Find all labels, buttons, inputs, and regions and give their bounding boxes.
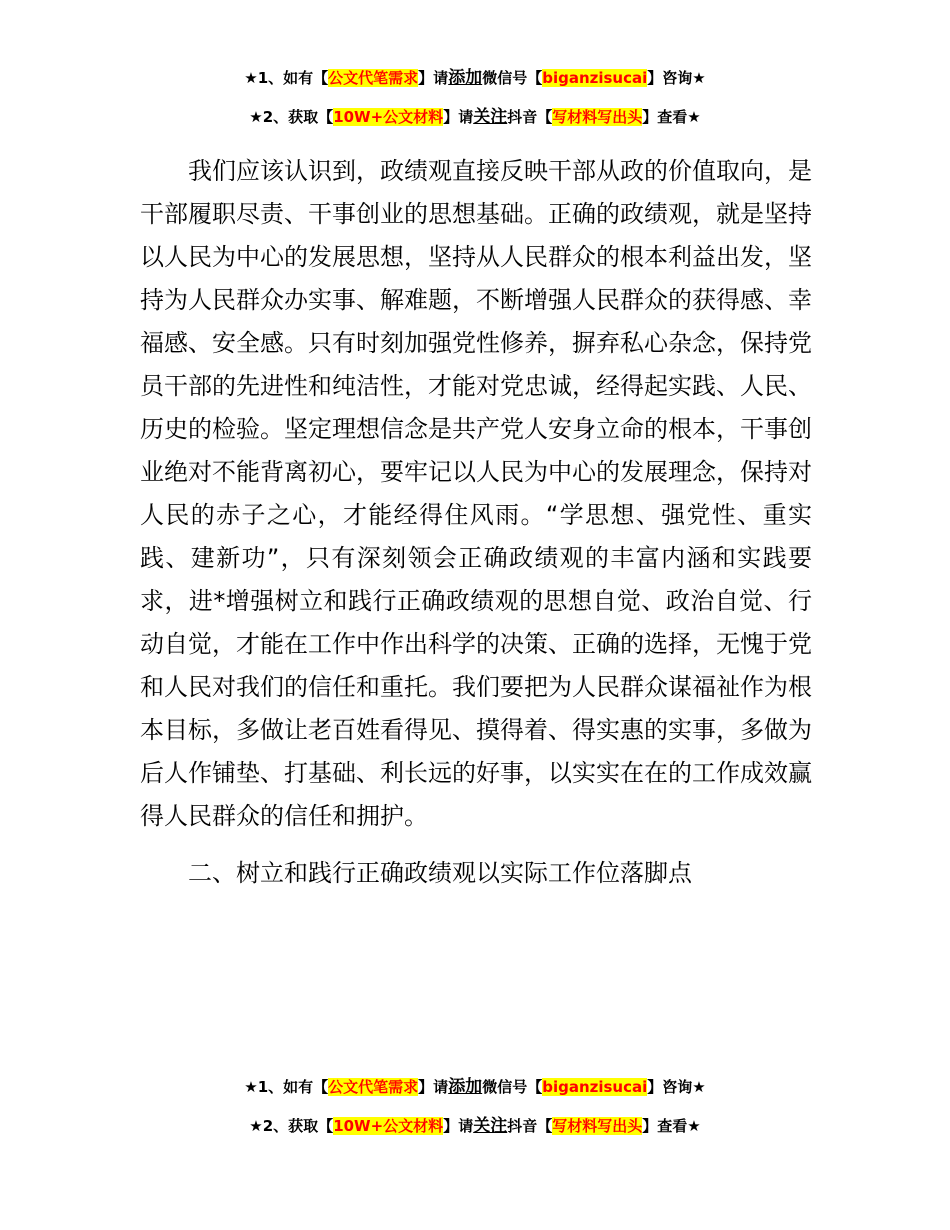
banner-text: 抖音【 [507, 1117, 553, 1135]
header-banner-line-1 [0, 67, 950, 89]
underlined-word: 关注 [473, 107, 508, 127]
douyin-account[interactable]: 写材料写出头 [552, 108, 643, 126]
highlight-materials: 10W+公文材料 [333, 108, 444, 126]
wechat-id[interactable]: biganzisucai [542, 1078, 648, 1096]
banner-text: 】请 [443, 1117, 474, 1135]
douyin-account[interactable]: 写材料写出头 [552, 1117, 643, 1135]
banner-text: 】请 [418, 1078, 449, 1096]
document-body [140, 150, 812, 838]
underlined-word: 添加 [448, 68, 483, 88]
banner-text: 】查看★ [642, 1117, 701, 1135]
banner-text: 微信号【 [482, 69, 543, 87]
highlight-service: 公文代笔需求 [328, 69, 419, 87]
highlight-materials: 10W+公文材料 [333, 1117, 444, 1135]
underlined-word: 关注 [473, 1116, 508, 1136]
header-banner-line-2 [0, 106, 950, 128]
footer-banner-line-2 [0, 1115, 950, 1137]
banner-text: ★1、如有【 [244, 69, 329, 87]
banner-text: 】查看★ [642, 108, 701, 126]
wechat-id[interactable]: biganzisucai [542, 69, 648, 87]
banner-text: ★1、如有【 [244, 1078, 329, 1096]
banner-text: 】咨询★ [647, 69, 706, 87]
banner-text: 抖音【 [507, 108, 553, 126]
body-paragraph: 我们应该认识到，政绩观直接反映干部从政的价值取向，是干部履职尽责、干事创业的思想基础。正确的政绩观，就是坚持以人民为中心的发展思想，坚持从人民群众的根本利益出发，坚持为人民群众办实事、解难题，不断增强人民群众的获得感、幸福感、安全感。只有时刻加强党性修养，摒弃私心杂念，保持党员干部的先进性和纯洁性，才能对党忠诚，经得起实践、人民、历史的检验。坚定理想信念是共产党人安身立命的根本，干事创业绝对不能背离初心，要牢记以人民为中心的发展理念，保持对人民的赤子之心，才能经得住风雨。“学思想、强党性、重实践、建新功”，只有深刻领会正确政绩观的丰富内涵和实践要求，进*增强树立和践行正确政绩观的思想自觉、政治自觉、行动自觉，才能在工作中作出科学的决策、正确的选择，无愧于党和人民对我们的信任和重托。我们要把为人民群众谋福祉作为根本目标，多做让老百姓看得见、摸得着、得实惠的实事，多做为后人作铺垫、打基础、利长远的好事，以实实在在的工作成效赢得人民群众的信任和拥护。 [140, 157, 812, 830]
banner-text: 】请 [443, 108, 474, 126]
section-heading: 二、树立和践行正确政绩观以实际工作位落脚点 [188, 859, 692, 887]
banner-text: ★2、获取【 [249, 108, 334, 126]
footer-banner-line-1 [0, 1076, 950, 1098]
banner-text: 】请 [418, 69, 449, 87]
banner-text: ★2、获取【 [249, 1117, 334, 1135]
highlight-service: 公文代笔需求 [328, 1078, 419, 1096]
banner-text: 微信号【 [482, 1078, 543, 1096]
underlined-word: 添加 [448, 1077, 483, 1097]
banner-text: 】咨询★ [647, 1078, 706, 1096]
